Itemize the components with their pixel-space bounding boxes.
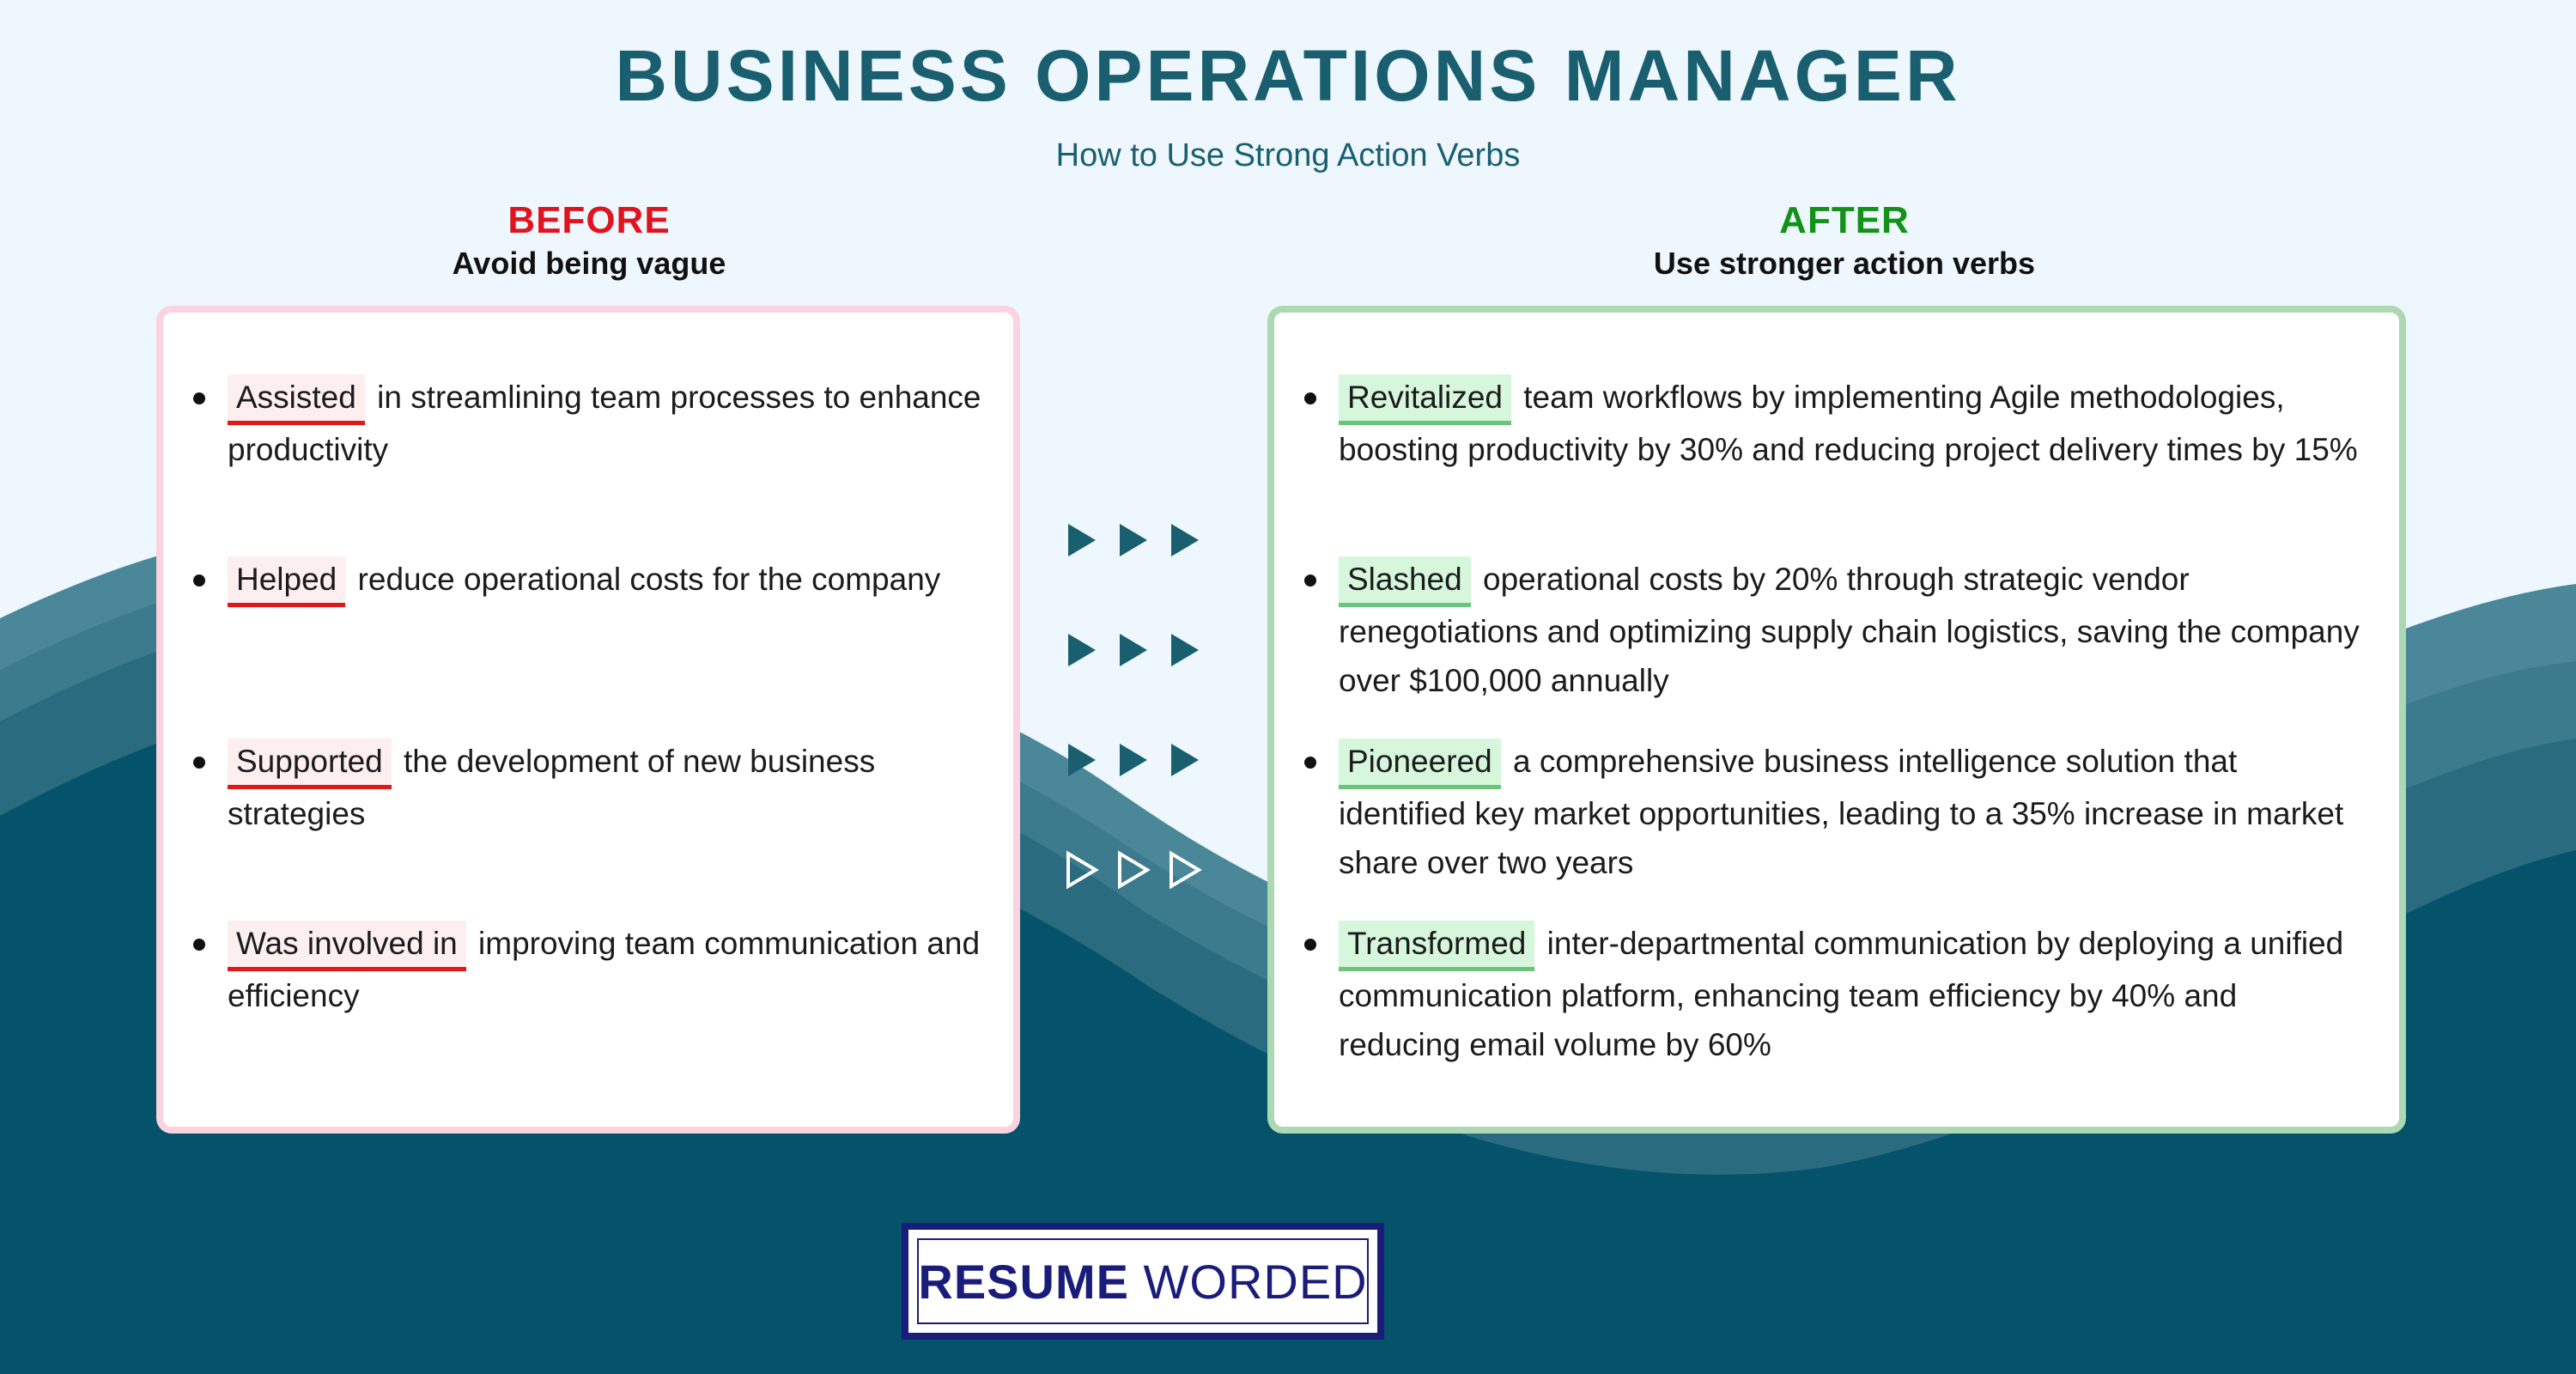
before-text: the development of new business strategies [228,744,876,831]
triangle-right-icon [1068,524,1096,556]
bullet-icon [1304,575,1316,587]
logo-bold: RESUME [918,1254,1129,1309]
triangle-right-icon [1068,634,1096,666]
before-text: reduce operational costs for the company [357,562,941,597]
after-verb: Pioneered [1339,739,1501,789]
before-item [228,737,1005,838]
after-sublabel: Use stronger action verbs [1653,246,2036,281]
before-text: improving team communication and efficiency [228,926,981,1013]
before-label: BEFORE [507,199,671,241]
before-verb: Assisted [228,374,365,425]
before-verb: Was involved in [228,921,466,971]
before-item [228,373,1005,474]
before-text: in streamlining team processes to enhance productivity [228,380,981,467]
before-sublabel: Avoid being vague [452,246,726,281]
logo-text [918,1254,1367,1310]
bullet-icon [1304,392,1316,404]
before-item [228,919,1005,1020]
resume-worded-logo [902,1223,1384,1340]
after-card [1267,306,2406,1134]
triangle-right-icon [1120,524,1147,556]
before-item [228,555,1005,607]
logo-light: WORDED [1143,1254,1368,1309]
bullet-icon [193,939,205,951]
after-verb: Slashed [1339,556,1471,607]
triangle-outline-icon [1068,854,1096,886]
arrow-row [1061,739,1207,781]
arrow-row [1061,629,1207,672]
triangle-outline-icon [1120,854,1147,886]
bullet-icon [193,392,205,404]
triangle-right-icon [1171,524,1199,556]
bullet-icon [193,575,205,587]
before-card [156,306,1020,1134]
after-heading [1269,199,2420,282]
triangle-right-icon [1120,634,1147,666]
after-text: team workflows by implementing Agile methodologies, boosting productivity by 30% and reducing project delivery times by 15% [1339,380,2358,467]
bullet-icon [193,757,205,769]
after-item [1339,555,2365,705]
after-text: operational costs by 20% through strategic vendor renegotiations and optimizing supply chain logistics, saving the company over $100,000 annually [1339,562,2360,698]
arrow-row [1061,519,1207,562]
after-text: inter-departmental communication by deploying a unified communication platform, enhancing team efficiency by 40% and reducing email volume by 60% [1339,926,2344,1062]
bullet-icon [1304,757,1316,769]
triangle-outline-icon [1171,854,1199,886]
after-item [1339,373,2365,474]
before-verb: Helped [228,556,345,607]
after-text: a comprehensive business intelligence solution that identified key market opportunities, leading to a 35% increase in market share over two years [1339,744,2344,880]
triangle-right-icon [1068,744,1096,776]
triangle-right-icon [1171,634,1199,666]
after-label: AFTER [1779,199,1910,241]
arrow-row [1061,848,1207,891]
triangle-right-icon [1171,744,1199,776]
after-item [1339,737,2365,887]
page-title: BUSINESS OPERATIONS MANAGER [615,35,1961,116]
after-verb: Transformed [1339,921,1534,971]
triangle-right-icon [1120,744,1147,776]
after-verb: Revitalized [1339,374,1511,425]
bullet-icon [1304,939,1316,951]
after-item [1339,919,2365,1069]
before-heading [160,199,1018,282]
before-verb: Supported [228,739,392,789]
page-subtitle: How to Use Strong Action Verbs [1055,137,1521,173]
